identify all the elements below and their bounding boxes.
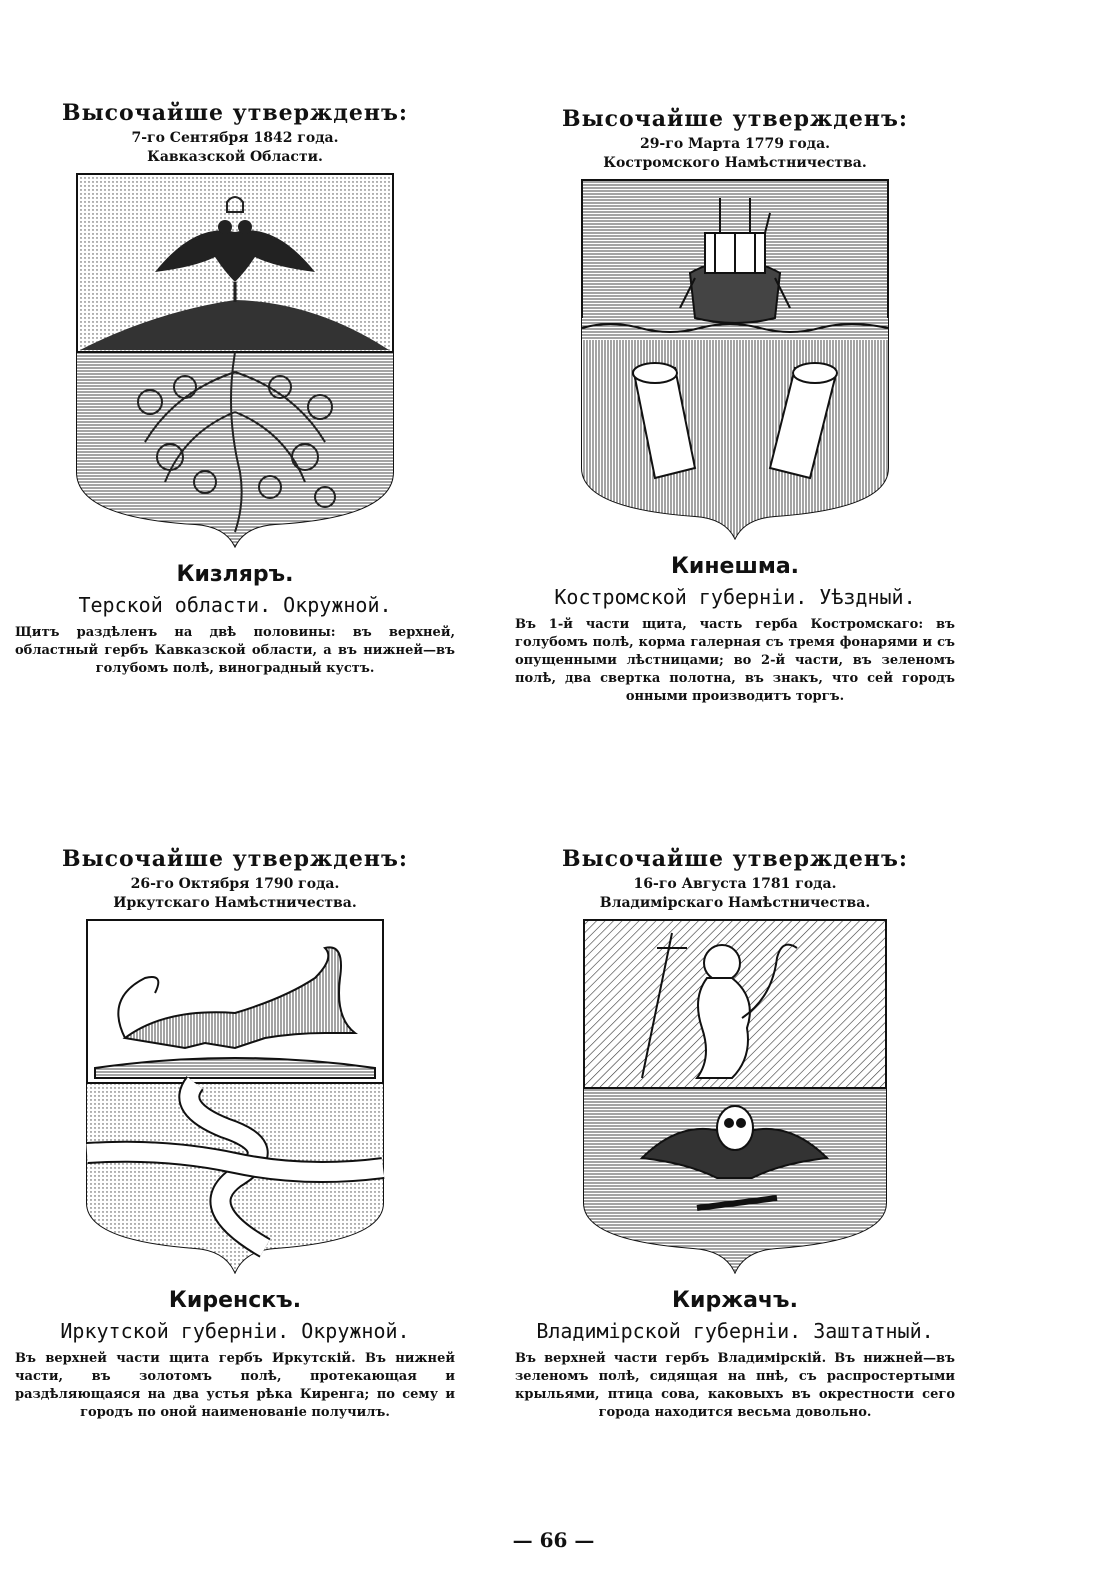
kirzhach-shield-illustration xyxy=(582,918,888,1274)
approval-region: Костромского Намѣстничества. xyxy=(603,155,867,171)
arms-description: Щитъ раздѣленъ на двѣ половины: въ верхней, областный гербъ Кавказской области, а въ нижней—въ голубомъ полѣ, виноградный кустъ. xyxy=(15,625,455,676)
city-status: Иркутской губерніи. Окружной. xyxy=(60,1319,410,1343)
city-status: Костромской губерніи. Уѣздный. xyxy=(554,585,916,609)
approval-date: 29-го Марта 1779 года. xyxy=(639,136,831,152)
city-status: Терской области. Окружной. xyxy=(78,593,392,617)
coat-of-arms-entry xyxy=(500,846,970,1422)
coat-of-arms-entry xyxy=(500,106,970,706)
approval-region: Кавказской Области. xyxy=(147,149,323,165)
kirensk-shield-illustration xyxy=(85,918,385,1274)
kineshma-shield-illustration xyxy=(580,178,890,540)
approval-region: Иркутскаго Намѣстничества. xyxy=(113,895,357,911)
page-number: — 66 — xyxy=(512,1528,595,1552)
coat-of-arms-entry xyxy=(0,846,470,1422)
approval-heading: Высочайше утвержденъ: xyxy=(561,106,909,132)
approval-date: 7-го Сентября 1842 года. xyxy=(131,130,339,146)
coat-of-arms-entry xyxy=(0,100,470,678)
approval-region: Владимірскаго Намѣстничества. xyxy=(599,895,871,911)
approval-date: 16-го Августа 1781 года. xyxy=(633,876,837,892)
approval-heading: Высочайше утвержденъ: xyxy=(561,846,909,872)
city-name: Киренскъ. xyxy=(168,1288,302,1313)
arms-description: Въ верхней части щита гербъ Иркутскій. Въ нижней части, въ золотомъ полѣ, протекающая и раздѣляющаяся на два устья рѣка Киренга; по сему и городъ по оной наименованіе получилъ. xyxy=(15,1351,455,1420)
approval-date: 26-го Октября 1790 года. xyxy=(130,876,340,892)
city-name: Кизляръ. xyxy=(176,562,294,587)
kizlyar-shield-illustration xyxy=(75,172,395,548)
approval-heading: Высочайше утвержденъ: xyxy=(61,846,409,872)
city-name: Кинешма. xyxy=(670,554,800,579)
approval-heading: Высочайше утвержденъ: xyxy=(61,100,409,126)
city-name: Киржачъ. xyxy=(672,1288,798,1313)
arms-description: Въ верхней части гербъ Владимірскій. Въ нижней—въ зеленомъ полѣ, сидящая на пнѣ, съ распростертыми крыльями, птица сова, каковыхъ въ окрестности сего города находится весьма довольно. xyxy=(515,1351,955,1420)
city-status: Владимірской губерніи. Заштатный. xyxy=(536,1319,934,1343)
arms-description: Въ 1-й части щита, часть герба Костромскаго: въ голубомъ полѣ, корма галерная съ тремя фонарями и съ опущенными лѣстницами; во 2-й части, въ зеленомъ полѣ, два свертка полотна, въ знакъ, что сей городъ онными производитъ торгъ. xyxy=(515,617,955,704)
